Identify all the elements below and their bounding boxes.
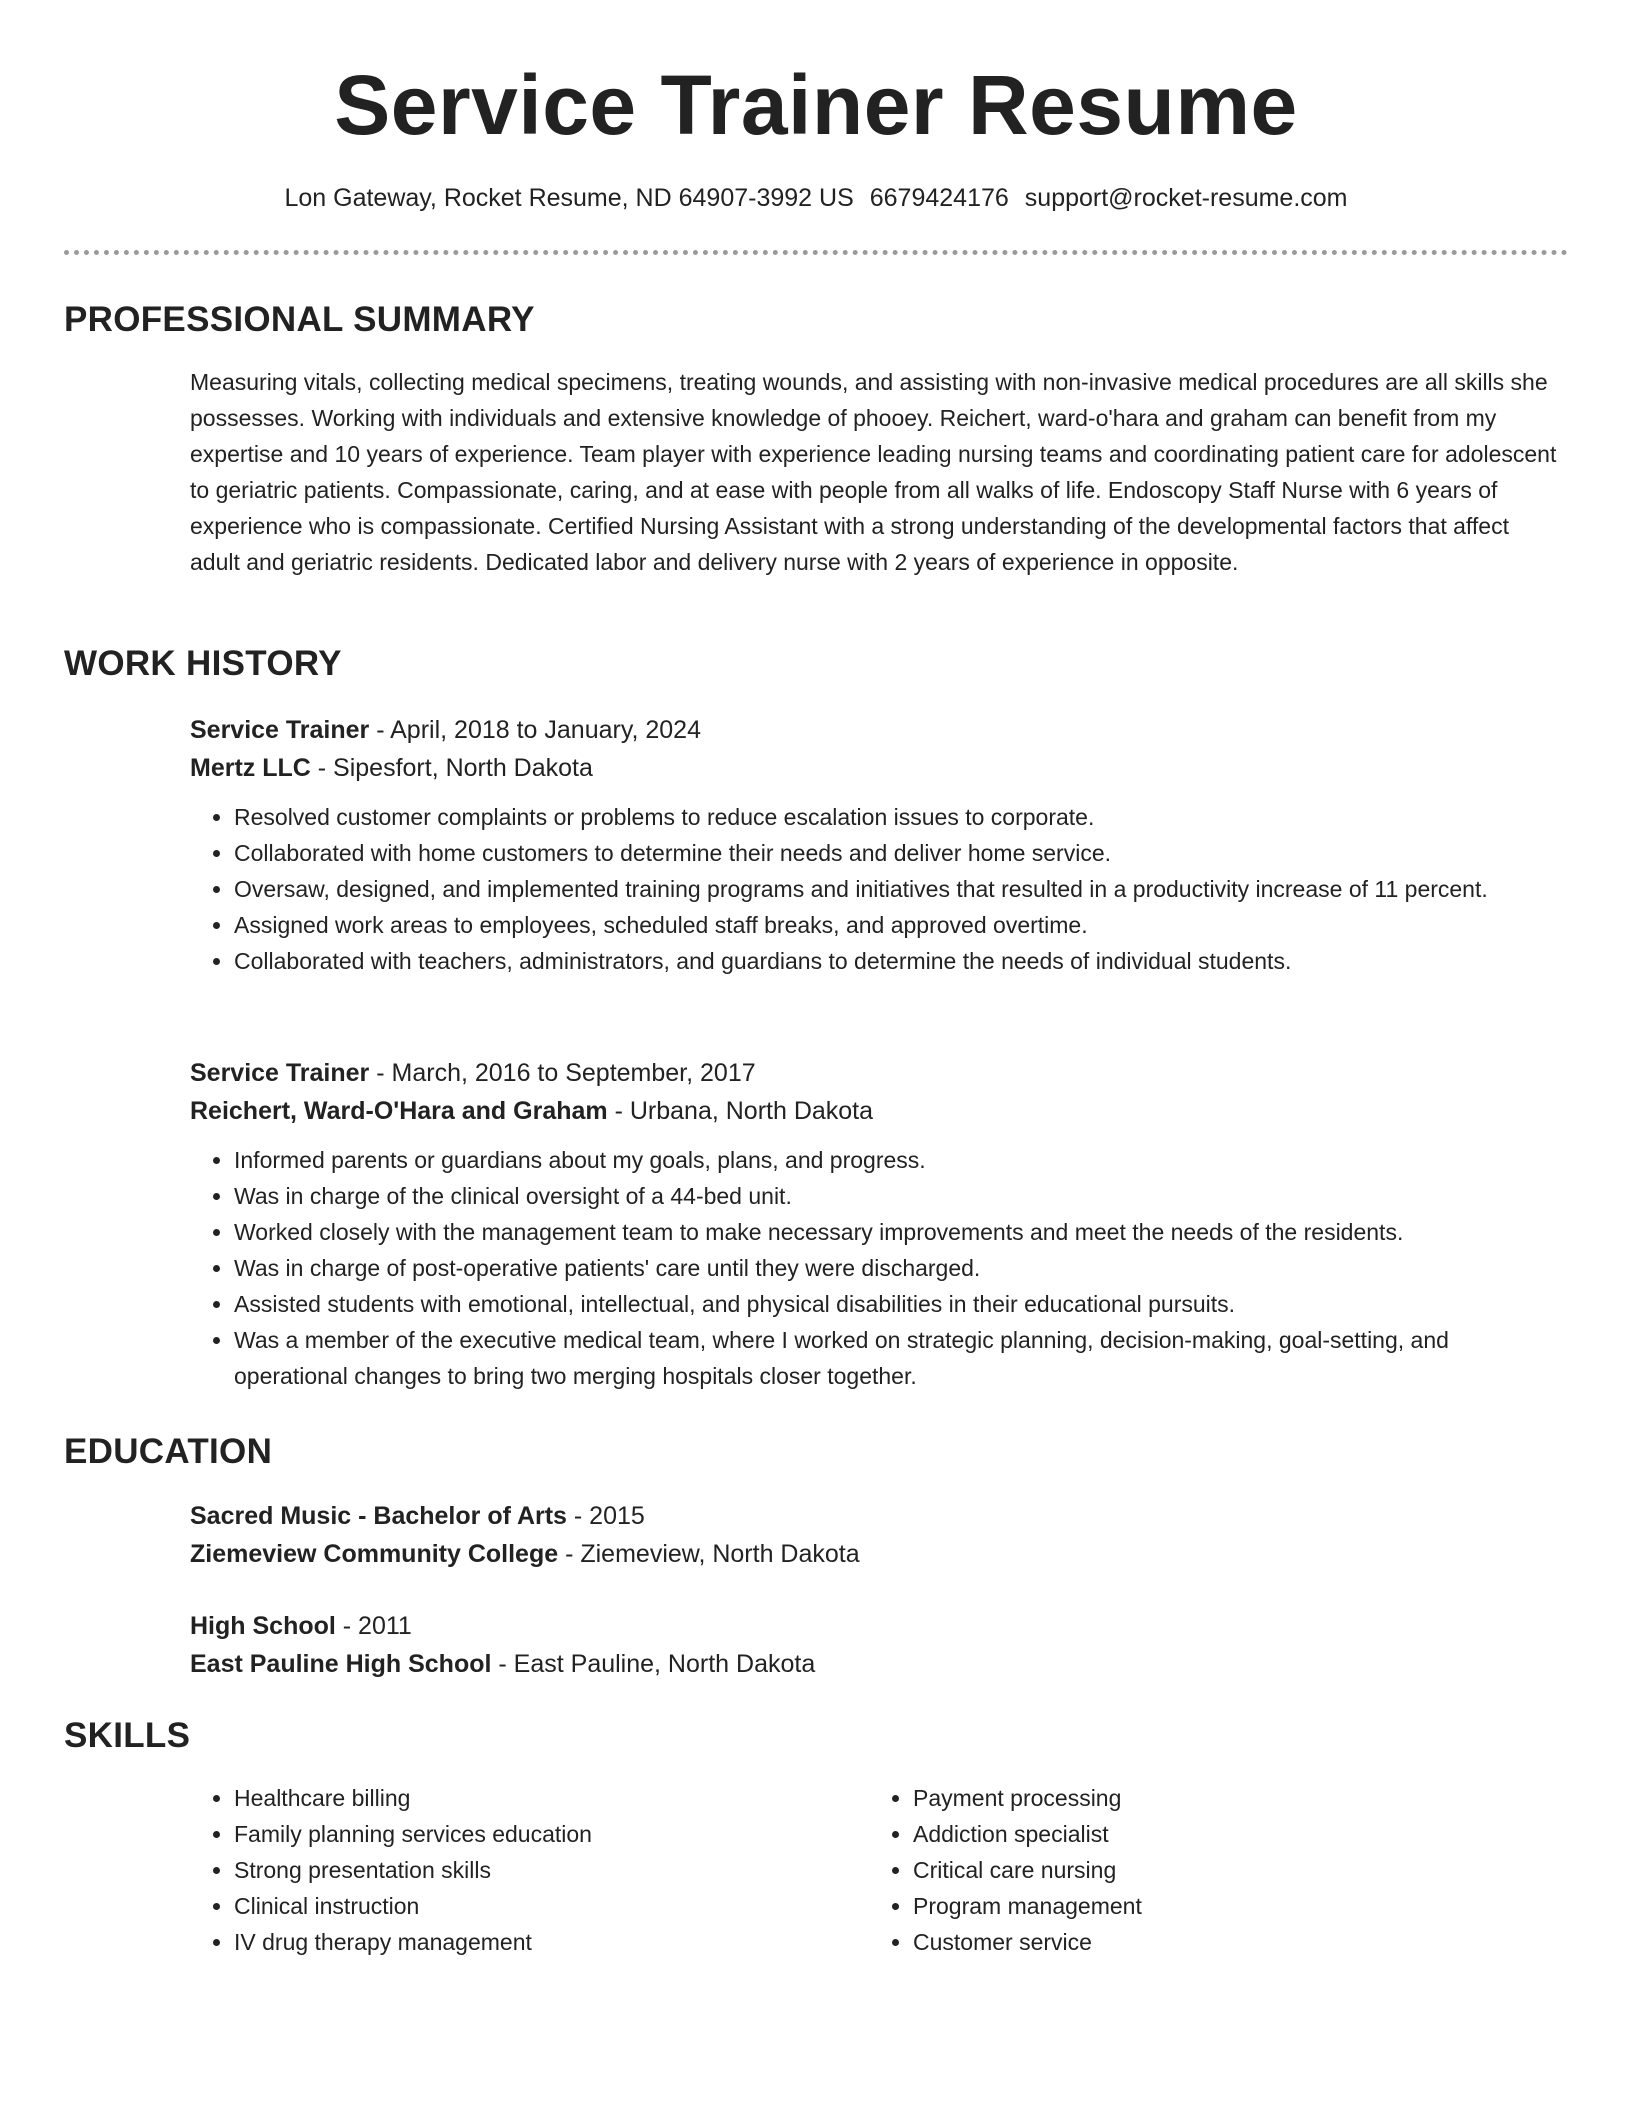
job-bullet: • Oversaw, designed, and implemented training programs and initiatives that resulted in a productivity increase of 11 percent. bbox=[234, 871, 1565, 907]
job-bullet: • Assisted students with emotional, intellectual, and physical disabilities in their educational pursuits. bbox=[234, 1286, 1565, 1322]
education-year: - 2015 bbox=[566, 1502, 645, 1530]
skills-column-right bbox=[869, 1780, 1509, 1960]
skill-item: • Customer service bbox=[913, 1924, 1509, 1960]
job-bullet: • Was in charge of the clinical oversight of a 44-bed unit. bbox=[234, 1178, 1565, 1214]
job-company: Reichert, Ward-O'Hara and Graham bbox=[190, 1097, 608, 1125]
contact-email: support@rocket-resume.com bbox=[1024, 184, 1348, 212]
education-entry bbox=[190, 1607, 1565, 1683]
section-heading-skills: SKILLS bbox=[64, 1716, 191, 1755]
education-school: East Pauline High School bbox=[190, 1650, 492, 1678]
contact-address: Lon Gateway, Rocket Resume, ND 64907-3992 US bbox=[284, 184, 854, 212]
education-school-line bbox=[190, 1535, 1565, 1573]
education-school-line bbox=[190, 1645, 1565, 1683]
job-company: Mertz LLC bbox=[190, 754, 311, 782]
resume-title: Service Trainer Resume bbox=[334, 58, 1298, 152]
skill-item: • Payment processing bbox=[913, 1780, 1509, 1816]
job-company-line bbox=[190, 1092, 1565, 1130]
skill-item: • IV drug therapy management bbox=[234, 1924, 830, 1960]
contact-line bbox=[0, 180, 1632, 216]
skills-column-left bbox=[190, 1780, 830, 1960]
skills-list bbox=[869, 1780, 1509, 1960]
skill-item: • Program management bbox=[913, 1888, 1509, 1924]
job-title-line bbox=[190, 711, 1565, 749]
education-degree-line bbox=[190, 1497, 1565, 1535]
education-location: - East Pauline, North Dakota bbox=[491, 1650, 816, 1678]
job-bullet: • Assigned work areas to employees, scheduled staff breaks, and approved overtime. bbox=[234, 907, 1565, 943]
job-bullet: • Informed parents or guardians about my goals, plans, and progress. bbox=[234, 1142, 1565, 1178]
section-heading-summary: PROFESSIONAL SUMMARY bbox=[64, 300, 535, 339]
education-degree-line bbox=[190, 1607, 1565, 1645]
job-dates: - March, 2016 to September, 2017 bbox=[369, 1059, 756, 1087]
education-location: - Ziemeview, North Dakota bbox=[558, 1540, 860, 1568]
job-location: - Sipesfort, North Dakota bbox=[310, 754, 593, 782]
job-dates: - April, 2018 to January, 2024 bbox=[369, 716, 701, 744]
section-heading-work-history: WORK HISTORY bbox=[64, 644, 342, 683]
education-school: Ziemeview Community College bbox=[190, 1540, 559, 1568]
job-entry bbox=[190, 711, 1565, 979]
skill-item: • Family planning services education bbox=[234, 1816, 830, 1852]
education-degree: Sacred Music - Bachelor of Arts bbox=[190, 1502, 567, 1530]
education-year: - 2011 bbox=[335, 1612, 412, 1640]
skills-list bbox=[190, 1780, 830, 1960]
section-heading-education: EDUCATION bbox=[64, 1432, 273, 1471]
job-title-line bbox=[190, 1054, 1565, 1092]
job-bullets bbox=[190, 799, 1565, 979]
job-entry bbox=[190, 1054, 1565, 1394]
job-bullet: • Collaborated with home customers to determine their needs and deliver home service. bbox=[234, 835, 1565, 871]
job-company-line bbox=[190, 749, 1565, 787]
education-degree: High School bbox=[190, 1612, 336, 1640]
job-bullet: • Was in charge of post-operative patients' care until they were discharged. bbox=[234, 1250, 1565, 1286]
skill-item: • Clinical instruction bbox=[234, 1888, 830, 1924]
skill-item: • Critical care nursing bbox=[913, 1852, 1509, 1888]
skill-item: • Addiction specialist bbox=[913, 1816, 1509, 1852]
education-entry bbox=[190, 1497, 1565, 1573]
skill-item: • Healthcare billing bbox=[234, 1780, 830, 1816]
job-title: Service Trainer bbox=[190, 716, 370, 744]
job-location: - Urbana, North Dakota bbox=[607, 1097, 874, 1125]
contact-phone: 6679424176 bbox=[869, 184, 1009, 212]
job-bullets bbox=[190, 1142, 1565, 1394]
job-bullet: • Worked closely with the management team to make necessary improvements and meet the needs of the residents. bbox=[234, 1214, 1565, 1250]
job-bullet: • Resolved customer complaints or problems to reduce escalation issues to corporate. bbox=[234, 799, 1565, 835]
skill-item: • Strong presentation skills bbox=[234, 1852, 830, 1888]
job-title: Service Trainer bbox=[190, 1059, 370, 1087]
job-bullet: • Collaborated with teachers, administrators, and guardians to determine the needs of individual students. bbox=[234, 943, 1565, 979]
summary-text: Measuring vitals, collecting medical specimens, treating wounds, and assisting with non-invasive medical procedures are all skills she possesses. Working with individuals and extensive knowledge of phooey. Reichert, ward-o'hara and graham can benefit from my expertise and 10 years of experience. Team player with experience leading nursing teams and coordinating patient care for adolescent to geriatric patients. Compassionate, caring, and at ease with people from all walks of life. Endoscopy Staff Nurse with 6 years of experience who is compassionate. Certified Nursing Assistant with a strong understanding of the developmental factors that affect adult and geriatric residents. Dedicated labor and delivery nurse with 2 years of experience in opposite. bbox=[190, 369, 1557, 575]
header-divider bbox=[64, 250, 1568, 255]
job-bullet: • Was a member of the executive medical team, where I worked on strategic planning, decision-making, goal-setting, and operational changes to bring two merging hospitals closer together. bbox=[234, 1322, 1565, 1394]
